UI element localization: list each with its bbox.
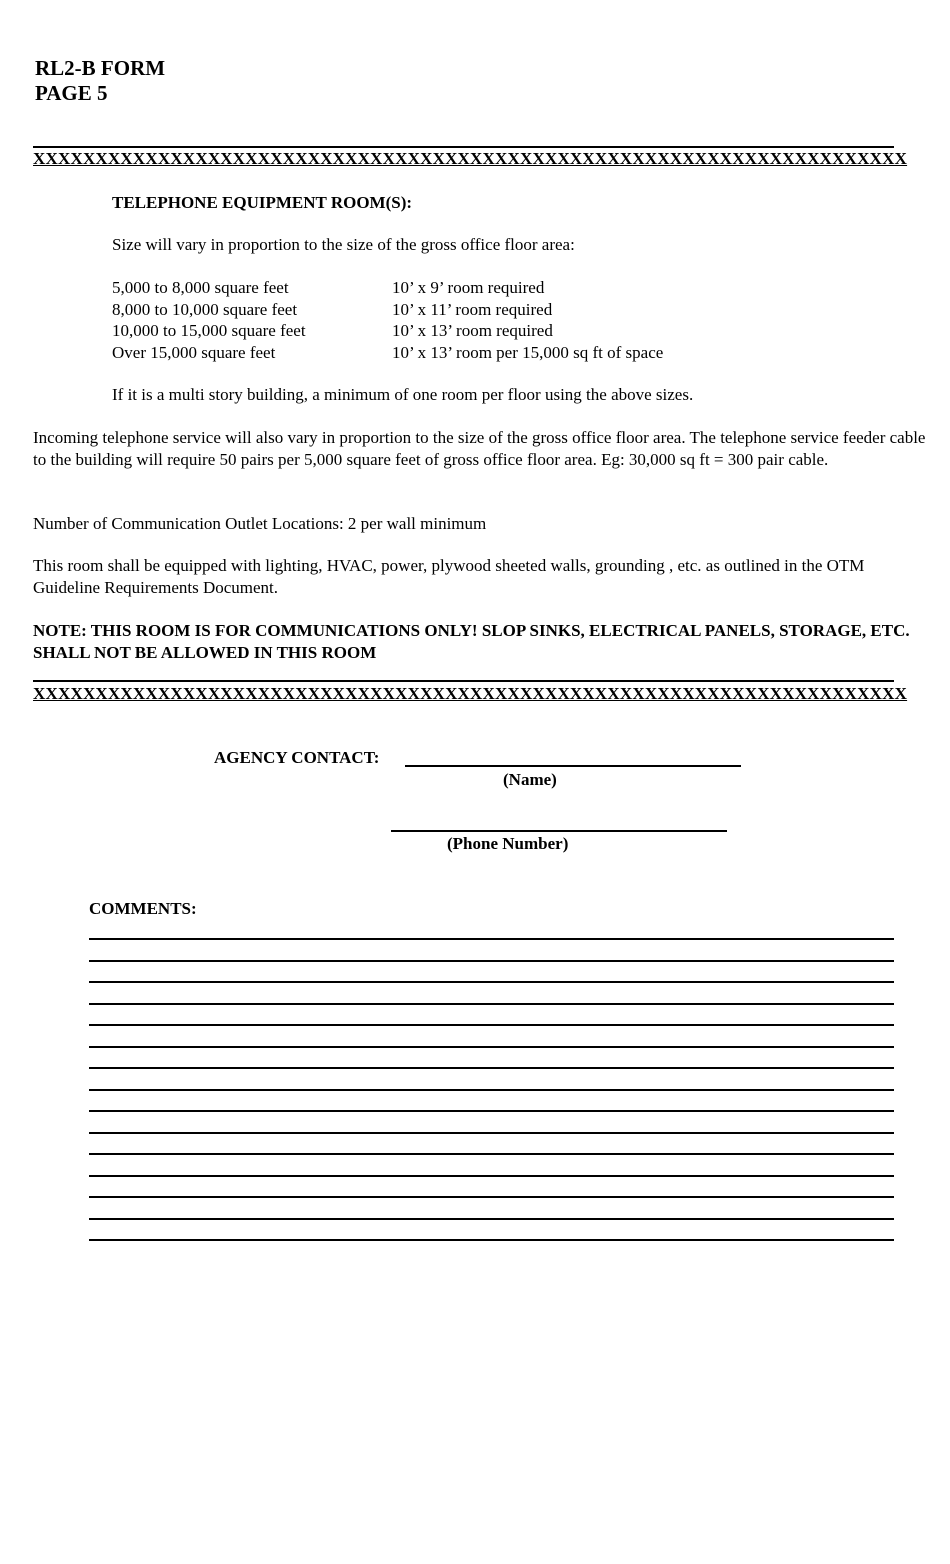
comment-line [89,1218,894,1220]
top-rule [33,146,894,148]
equipment-text: This room shall be equipped with lighting, HVAC, power, plywood sheeted walls, grounding , etc. as outlined in the OTM Guideline Requirements Document. [33,556,865,597]
note-text: NOTE: THIS ROOM IS FOR COMMUNICATIONS ONLY! SLOP SINKS, ELECTRICAL PANELS, STORAGE, ETC. SHALL NOT BE ALLOWED IN THIS ROOM [33,621,910,662]
comment-line [89,938,894,940]
page-number: PAGE 5 [35,81,108,105]
form-header [35,56,165,106]
comment-line [89,1153,894,1155]
floor-area: 10,000 to 15,000 square feet [112,321,306,341]
comment-line [89,1046,894,1048]
size-row [112,320,663,342]
room-size-table [112,277,663,364]
comment-line [89,1110,894,1112]
comment-line [89,1175,894,1177]
floor-area: Over 15,000 square feet [112,343,276,363]
comment-line [89,1024,894,1026]
incoming-service-text: Incoming telephone service will also vary in proportion to the size of the gross office floor area. The telephone service feeder cable to the building will require 50 pairs per 5,000 square feet of gross office floor area. Eg: 30,000 sq ft = 300 pair cable. [33,428,926,469]
name-field[interactable] [405,765,741,767]
size-row [112,277,663,299]
phone-caption: (Phone Number) [447,834,569,853]
floor-area: 8,000 to 10,000 square feet [112,299,298,319]
room-size: 10’ x 9’ room required [392,278,545,297]
form-id: RL2-B FORM [35,56,166,80]
top-separator: XXXXXXXXXXXXXXXXXXXXXXXXXXXXXXXXXXXXXXXXXXXXXXXXXXXXXXXXXXXXXXXXXXXXXX [33,149,908,168]
comment-line [89,1003,894,1005]
outlets-text: Number of Communication Outlet Locations: 2 per wall minimum [33,514,487,533]
comment-line [89,981,894,983]
comment-line [89,1089,894,1091]
size-row [112,299,663,321]
multi-story-text: If it is a multi story building, a minimum of one room per floor using the above sizes. [112,385,694,404]
agency-contact-label: AGENCY CONTACT: [214,748,380,767]
comment-line [89,1196,894,1198]
comment-line [89,1132,894,1134]
room-size: 10’ x 13’ room required [392,321,553,341]
room-size: 10’ x 13’ room per 15,000 sq ft of space [392,343,664,363]
floor-area: 5,000 to 8,000 square feet [112,278,289,297]
section-title: TELEPHONE EQUIPMENT ROOM(S): [112,193,413,212]
comment-line [89,960,894,962]
comment-line [89,1239,894,1241]
size-row [112,342,663,364]
room-size: 10’ x 11’ room required [392,299,553,319]
phone-field[interactable] [391,830,727,832]
section-intro: Size will vary in proportion to the size of the gross office floor area: [112,235,575,254]
comment-line [89,1067,894,1069]
bottom-separator: XXXXXXXXXXXXXXXXXXXXXXXXXXXXXXXXXXXXXXXXXXXXXXXXXXXXXXXXXXXXXXXXXXXXXX [33,684,908,703]
bottom-rule [33,680,894,682]
name-caption: (Name) [503,770,557,789]
comments-label: COMMENTS: [89,899,197,918]
